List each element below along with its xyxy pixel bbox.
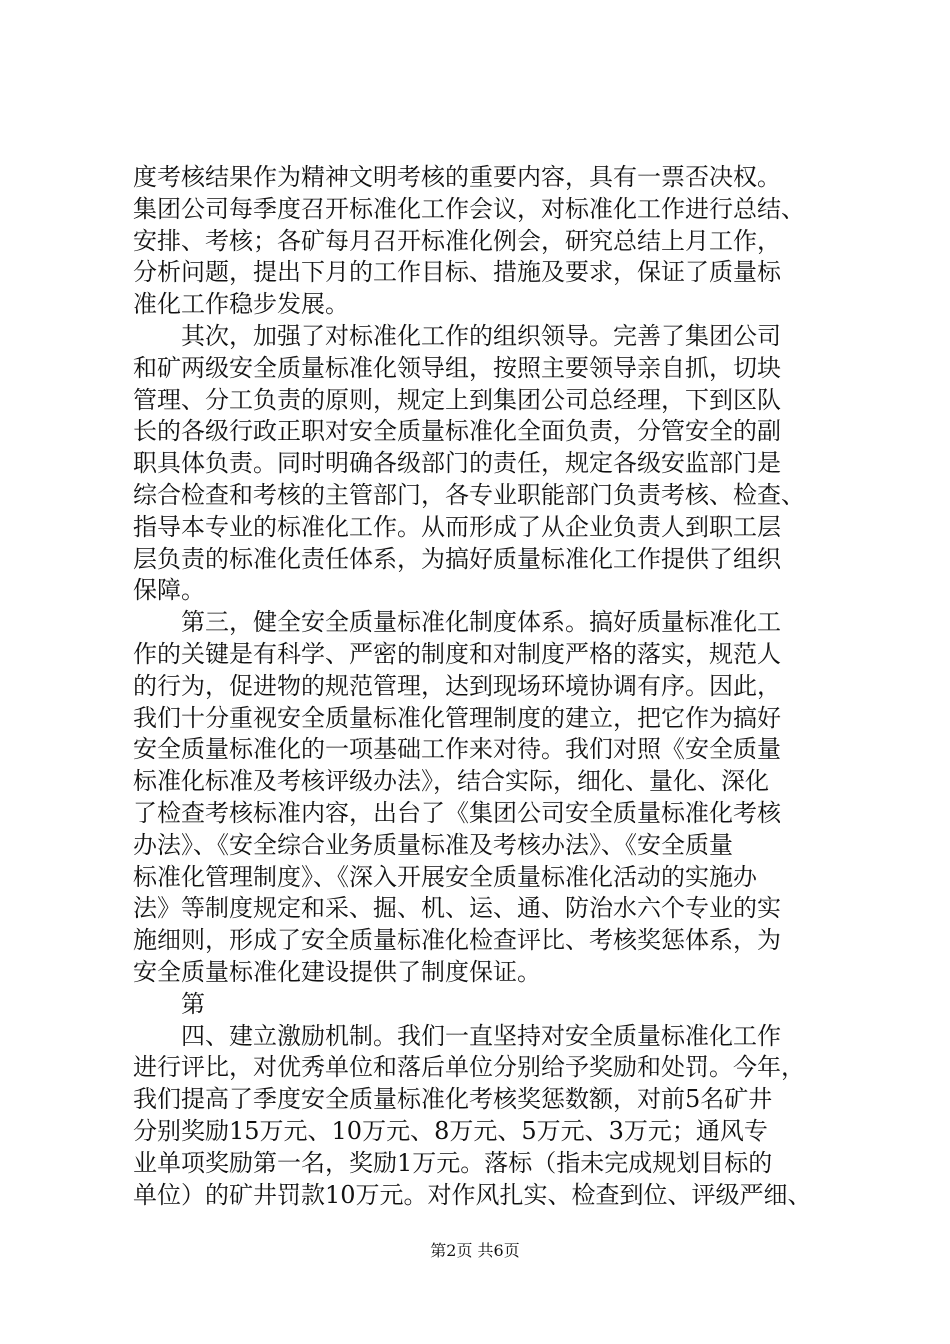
text-line: 我们十分重视安全质量标准化管理制度的建立，把它作为搞好 xyxy=(133,703,781,732)
text-line: 分别奖励15万元、10万元、8万元、5万元、3万元；通风专 xyxy=(133,1116,768,1145)
text-line: 的行为，促进物的规范管理，达到现场环境协调有序。因此， xyxy=(133,671,781,700)
text-line: 其次，加强了对标准化工作的组织领导。完善了集团公司 xyxy=(133,321,781,350)
page-footer xyxy=(0,1238,950,1261)
text-line: 标准化标准及考核评级办法》，结合实际，细化、量化、深化 xyxy=(133,767,769,796)
text-line: 法》等制度规定和采、掘、机、运、通、防治水六个专业的实 xyxy=(133,894,781,923)
text-line: 安全质量标准化建设提供了制度保证。 xyxy=(133,957,541,986)
text-line: 第 xyxy=(133,989,205,1018)
text-line: 安全质量标准化的一项基础工作来对待。我们对照《安全质量 xyxy=(133,735,781,764)
text-line: 我们提高了季度安全质量标准化考核奖惩数额，对前5名矿井 xyxy=(133,1085,773,1114)
text-line: 第三，健全安全质量标准化制度体系。搞好质量标准化工 xyxy=(133,608,781,637)
text-line: 进行评比，对优秀单位和落后单位分别给予奖励和处罚。今年， xyxy=(133,1053,805,1082)
text-line: 保障。 xyxy=(133,576,205,605)
text-line: 标准化管理制度》、《深入开展安全质量标准化活动的实施办 xyxy=(133,862,757,891)
text-line: 指导本专业的标准化工作。从而形成了从企业负责人到职工层 xyxy=(133,512,781,541)
text-line: 分析问题，提出下月的工作目标、措施及要求，保证了质量标 xyxy=(133,258,781,287)
text-line: 管理、分工负责的原则，规定上到集团公司总经理，下到区队 xyxy=(133,385,781,414)
page-number-label: 第2页 共6页 xyxy=(430,1241,520,1260)
text-line: 了检查考核标准内容，出台了《集团公司安全质量标准化考核 xyxy=(133,798,781,827)
text-line: 准化工作稳步发展。 xyxy=(133,290,349,319)
body-text xyxy=(133,162,853,1211)
text-line: 综合检查和考核的主管部门，各专业职能部门负责考核、检查、 xyxy=(133,480,805,509)
text-line: 作的关键是有科学、严密的制度和对制度严格的落实，规范人 xyxy=(133,639,781,668)
text-line: 和矿两级安全质量标准化领导组，按照主要领导亲自抓，切块 xyxy=(133,353,781,382)
text-line: 职具体负责。同时明确各级部门的责任，规定各级安监部门是 xyxy=(133,449,781,478)
text-line: 四、建立激励机制。我们一直坚持对安全质量标准化工作 xyxy=(133,1021,781,1050)
text-line: 业单项奖励第一名，奖励1万元。落标（指未完成规划目标的 xyxy=(133,1148,773,1177)
text-line: 长的各级行政正职对安全质量标准化全面负责，分管安全的副 xyxy=(133,417,781,446)
text-line: 办法》、《安全综合业务质量标准及考核办法》、《安全质量 xyxy=(133,830,733,859)
text-line: 集团公司每季度召开标准化工作会议，对标准化工作进行总结、 xyxy=(133,194,805,223)
text-line: 单位）的矿井罚款10万元。对作风扎实、检查到位、评级严细、 xyxy=(133,1180,812,1209)
text-line: 安排、考核；各矿每月召开标准化例会，研究总结上月工作， xyxy=(133,226,781,255)
text-line: 施细则，形成了安全质量标准化检查评比、考核奖惩体系，为 xyxy=(133,926,781,955)
text-line: 层负责的标准化责任体系，为搞好质量标准化工作提供了组织 xyxy=(133,544,781,573)
text-line: 度考核结果作为精神文明考核的重要内容，具有一票否决权。 xyxy=(133,163,781,191)
